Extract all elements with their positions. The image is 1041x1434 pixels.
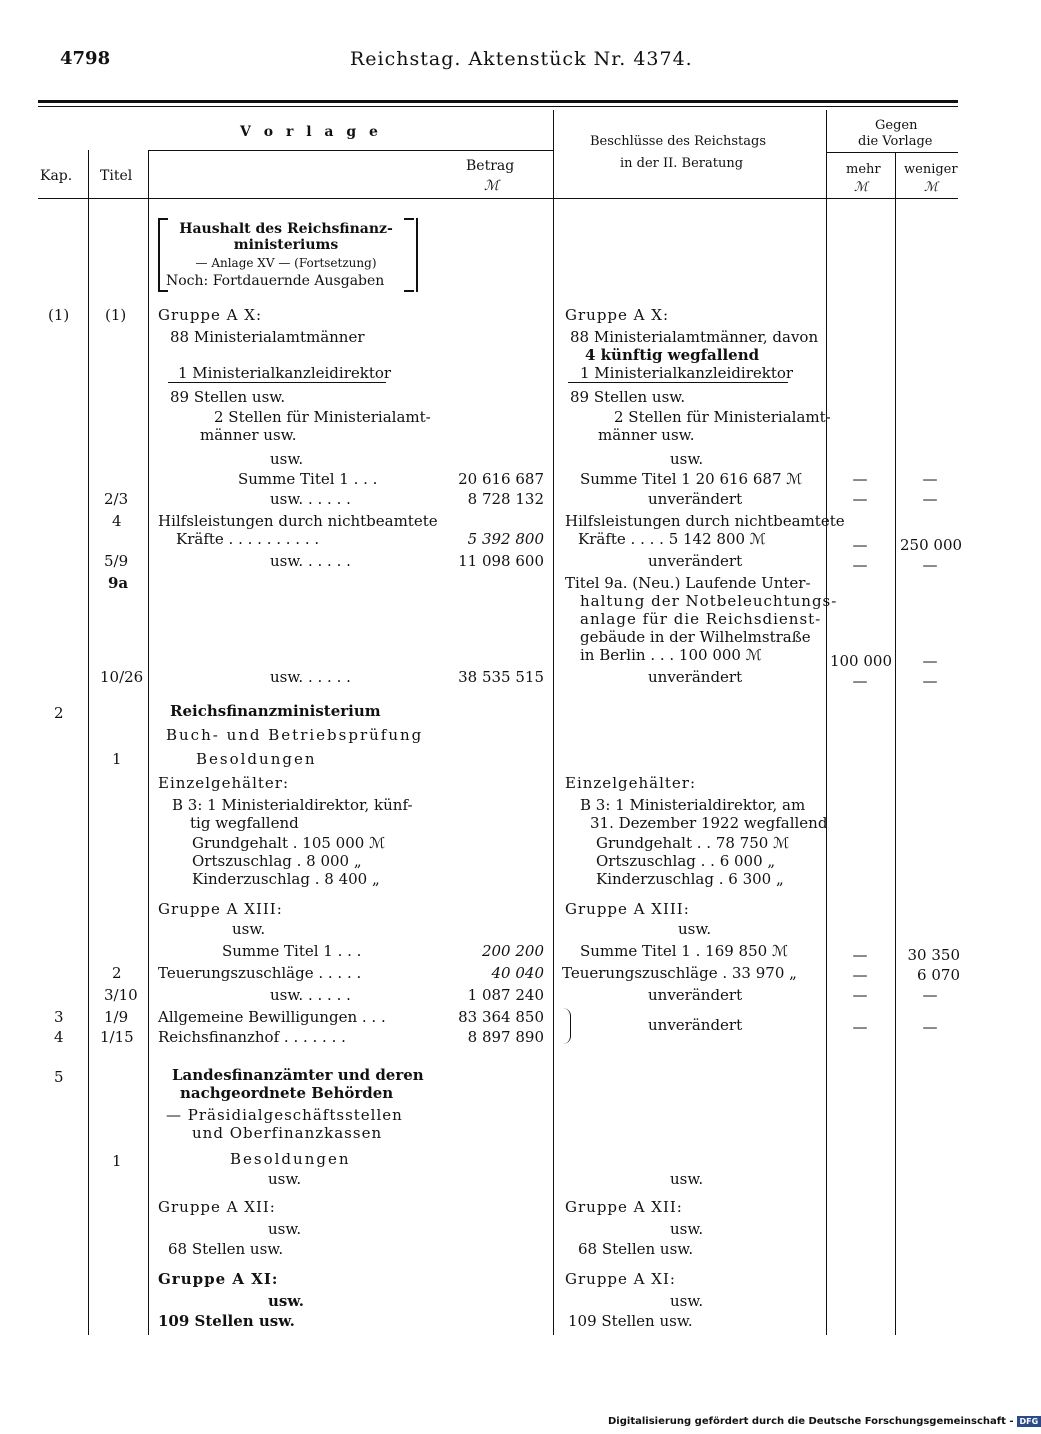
hilfs1-b: Hilfsleistungen durch nichtbeamtete <box>565 512 845 530</box>
col-divider-titel <box>148 150 149 1335</box>
row-text: usw. . . . . . <box>270 490 351 508</box>
gruppe-axii-b: Gruppe A XII: <box>565 1198 683 1216</box>
hilfs2: Kräfte . . . . . . . . . . <box>176 530 320 548</box>
teuer-betrag: 40 040 <box>491 964 544 982</box>
row-text: usw. . . . . . <box>270 552 351 570</box>
mkd-b: 1 Ministerialkanzleidirektor <box>580 364 794 382</box>
dash: — <box>922 556 938 574</box>
brace <box>562 1008 571 1044</box>
orts-b: Ortszuschlag . . 6 000 „ <box>596 852 776 870</box>
summe2-betrag: 200 200 <box>481 942 544 960</box>
dash: — <box>852 490 868 508</box>
row-titel: 1 <box>112 1152 122 1170</box>
summe2-weniger: 30 350 <box>907 946 960 964</box>
t9a-4: gebäude in der Wilhelmstraße <box>580 628 811 646</box>
st89-b: 89 Stellen usw. <box>570 388 686 406</box>
hilfs-betrag: 5 392 800 <box>467 530 544 548</box>
summe1: Summe Titel 1 . . . <box>238 470 378 488</box>
dfg-logo: DFG <box>1017 1416 1041 1427</box>
t9a-5: in Berlin . . . 100 000 ℳ <box>580 646 762 664</box>
dash: — <box>852 556 868 574</box>
kinder: Kinderzuschlag . 8 400 „ <box>192 870 380 888</box>
b3-a-b: B 3: 1 Ministerialdirektor, am <box>580 796 806 814</box>
hilfs2-b: Kräfte . . . . 5 142 800 ℳ <box>578 530 766 548</box>
row-titel: 2/3 <box>104 490 129 508</box>
gruppe-axii: Gruppe A XII: <box>158 1198 276 1216</box>
dash: — <box>852 966 868 984</box>
t9a-3: anlage für die Reichsdienst- <box>580 610 822 628</box>
sum-rule-b <box>568 382 788 383</box>
row-betrag: 8 728 132 <box>467 490 544 508</box>
usw: usw. <box>268 1170 302 1188</box>
usw: usw. <box>268 1292 304 1310</box>
col-divider-vorlage <box>553 110 554 1335</box>
row-titel: 9a <box>108 574 129 592</box>
col-betrag-unit: ℳ <box>484 178 499 194</box>
dash: — <box>922 672 938 690</box>
row-titel: 3/10 <box>104 986 138 1004</box>
footer-text: Digitalisierung gefördert durch die Deutsche Forschungsgemeinschaft - <box>608 1416 1014 1427</box>
section-title-3: — Anlage XV — (Fortsetzung) <box>195 256 377 270</box>
dash: — <box>922 1018 938 1036</box>
teuer-b: Teuerungszuschläge . 33 970 „ <box>562 964 797 982</box>
row-titel: 10/26 <box>100 668 144 686</box>
col-gegen-2: die Vorlage <box>858 134 933 149</box>
col-weniger: weniger <box>904 162 958 177</box>
box-corner-bl <box>158 290 168 292</box>
dash: — <box>922 470 938 488</box>
row-betrag: 11 098 600 <box>458 552 544 570</box>
b3-a: B 3: 1 Ministerialdirektor, künf- <box>172 796 413 814</box>
dash: — <box>852 470 868 488</box>
summe2-b: Summe Titel 1 . 169 850 ℳ <box>580 942 788 960</box>
dash: — <box>922 986 938 1004</box>
col-divider-beschluesse <box>826 110 827 1335</box>
usw: usw. <box>268 1220 302 1238</box>
st2b-b: männer usw. <box>598 426 695 444</box>
st68: 68 Stellen usw. <box>168 1240 284 1258</box>
dash: — <box>852 672 868 690</box>
summe2: Summe Titel 1 . . . <box>222 942 362 960</box>
gruppe-axi-b: Gruppe A XI: <box>565 1270 676 1288</box>
rfm-heading: Reichsfinanzministerium <box>170 702 381 720</box>
st2a-b: 2 Stellen für Ministerialamt- <box>614 408 831 426</box>
buch-heading: Buch- und Betriebsprüfung <box>166 726 424 744</box>
t9a-2: haltung der Notbeleuchtungs- <box>580 592 838 610</box>
orts: Ortszuschlag . 8 000 „ <box>192 852 362 870</box>
einzel: Einzelgehälter: <box>158 774 289 792</box>
gruppe-axiii-b: Gruppe A XIII: <box>565 900 690 918</box>
st68-b: 68 Stellen usw. <box>578 1240 694 1258</box>
t9a-mehr: 100 000 <box>829 652 892 670</box>
row-titel: 2 <box>112 964 122 982</box>
row-titel: 1/15 <box>100 1028 134 1046</box>
grund: Grundgehalt . 105 000 ℳ <box>192 834 386 852</box>
col-beschluesse-2: in der II. Beratung <box>620 156 744 171</box>
row-titel: 4 <box>112 512 122 530</box>
row-kap: 3 <box>54 1008 64 1026</box>
row-kap: (1) <box>48 306 70 324</box>
col-betrag: Betrag <box>466 158 515 174</box>
col-divider-kap <box>88 150 89 1335</box>
gruppe-axi: Gruppe A XI: <box>158 1270 279 1288</box>
row-text: Allgemeine Bewilligungen . . . <box>158 1008 386 1026</box>
row-text: usw. . . . . . <box>270 986 351 1004</box>
usw-b: usw. <box>678 920 712 938</box>
col-mehr-unit: ℳ <box>854 180 868 195</box>
dash: — <box>922 652 938 670</box>
row-betrag: 1 087 240 <box>467 986 544 1004</box>
row-betrag: 83 364 850 <box>458 1008 544 1026</box>
lfa1: Landesfinanzämter und deren <box>172 1066 424 1084</box>
box-corner-br <box>404 290 414 292</box>
usw: usw. <box>270 450 304 468</box>
bes-heading: Besoldungen <box>196 750 317 768</box>
gruppe-axiii: Gruppe A XIII: <box>158 900 283 918</box>
usw-b: usw. <box>670 450 704 468</box>
usw: usw. <box>232 920 266 938</box>
praes1: — Präsidialgeschäftsstellen <box>166 1106 403 1124</box>
b3-b: tig wegfallend <box>190 814 299 832</box>
t9a-1: Titel 9a. (Neu.) Laufende Unter- <box>565 574 811 592</box>
dash: — <box>852 1018 868 1036</box>
row-text: usw. . . . . . <box>270 668 351 686</box>
dash: — <box>852 536 868 554</box>
row-titel: (1) <box>105 306 127 324</box>
section-title-1: Haushalt des Reichsfinanz- <box>179 221 393 237</box>
unveraendert: unverändert <box>648 668 743 686</box>
ma-88-b: 88 Ministerialamtmänner, davon <box>570 328 819 346</box>
teuer: Teuerungszuschläge . . . . . <box>158 964 362 982</box>
gruppe-ax: Gruppe A X: <box>158 306 262 324</box>
footer <box>608 1416 1041 1427</box>
row-kap: 5 <box>54 1068 64 1086</box>
page-number: 4798 <box>60 48 111 69</box>
grund-b: Grundgehalt . . 78 750 ℳ <box>596 834 790 852</box>
col-beschluesse-1: Beschlüsse des Reichstags <box>590 134 767 149</box>
st2b: männer usw. <box>200 426 297 444</box>
hilfs-weniger: 250 000 <box>900 536 963 554</box>
header-bottom-rule <box>38 198 958 199</box>
st89: 89 Stellen usw. <box>170 388 286 406</box>
unveraendert: unverändert <box>648 986 743 1004</box>
summe1-betrag: 20 616 687 <box>458 470 544 488</box>
einzel-b: Einzelgehälter: <box>565 774 696 792</box>
ma-88: 88 Ministerialamtmänner <box>170 328 365 346</box>
col-weniger-unit: ℳ <box>924 180 938 195</box>
dash: — <box>922 490 938 508</box>
summe1-b: Summe Titel 1 20 616 687 ℳ <box>580 470 803 488</box>
col-titel: Titel <box>100 168 133 184</box>
usw-b: usw. <box>670 1220 704 1238</box>
row-kap: 4 <box>54 1028 64 1046</box>
st109-b: 109 Stellen usw. <box>568 1312 693 1330</box>
col-divider-mehr <box>895 152 896 1335</box>
col-mehr: mehr <box>846 162 881 177</box>
row-text: Reichsfinanzhof . . . . . . . <box>158 1028 346 1046</box>
st2a: 2 Stellen für Ministerialamt- <box>214 408 431 426</box>
row-betrag: 38 535 515 <box>458 668 544 686</box>
col-vorlage: V o r l a g e <box>240 124 382 140</box>
row-titel: 1 <box>112 750 122 768</box>
dash: — <box>852 986 868 1004</box>
lfa2: nachgeordnete Behörden <box>180 1084 394 1102</box>
top-rule-thick <box>38 100 958 103</box>
dash: — <box>852 946 868 964</box>
st109: 109 Stellen usw. <box>158 1312 295 1330</box>
usw-b: usw. <box>670 1170 704 1188</box>
section-title-2: ministeriums <box>233 237 339 253</box>
row-betrag: 8 897 890 <box>467 1028 544 1046</box>
row-kap: 2 <box>54 704 64 722</box>
unveraendert: unverändert <box>648 552 743 570</box>
bes2-heading: Besoldungen <box>230 1150 351 1168</box>
kinder-b: Kinderzuschlag . 6 300 „ <box>596 870 784 888</box>
sum-rule <box>168 382 386 383</box>
hilfs1: Hilfsleistungen durch nichtbeamtete <box>158 512 438 530</box>
praes2: und Oberfinanzkassen <box>192 1124 383 1142</box>
col-kap: Kap. <box>40 168 73 184</box>
unveraendert: unverändert <box>648 490 743 508</box>
row-titel: 5/9 <box>104 552 129 570</box>
row-titel: 1/9 <box>104 1008 129 1026</box>
top-rule-thin <box>38 106 958 107</box>
section-title-4: Noch: Fortdauernde Ausgaben <box>166 273 385 289</box>
mkd: 1 Ministerialkanzleidirektor <box>178 364 392 382</box>
unveraendert: unverändert <box>648 1016 743 1034</box>
gruppe-ax-b: Gruppe A X: <box>565 306 669 324</box>
col-gegen-1: Gegen <box>875 118 918 133</box>
gegen-subrule <box>826 152 958 153</box>
usw-b: usw. <box>670 1292 704 1310</box>
b3-b-b: 31. Dezember 1922 wegfallend <box>590 814 828 832</box>
running-title: Reichstag. Aktenstück Nr. 4374. <box>350 48 693 70</box>
teuer-weniger: 6 070 <box>917 966 960 984</box>
vorlage-subrule <box>148 150 553 151</box>
ma-88-b2: 4 künftig wegfallend <box>585 346 760 364</box>
